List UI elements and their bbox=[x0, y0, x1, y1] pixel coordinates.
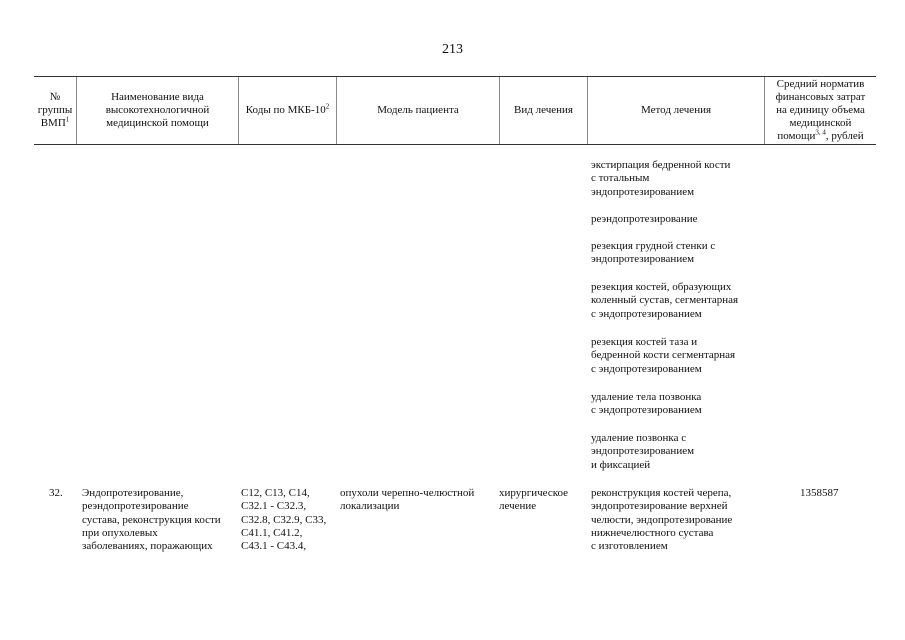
header-avg-cost-text: Средний норматив финансовых затрат на единицу объема медицинской помощи bbox=[775, 78, 866, 142]
header-group-number bbox=[34, 77, 76, 144]
method-item: реэндопротезирование bbox=[591, 213, 698, 225]
footnote-mark: 1 bbox=[65, 115, 70, 124]
header-group-number-text: № группы ВМП bbox=[37, 91, 73, 129]
header-icd-codes bbox=[238, 77, 336, 144]
row-icd-codes: C12, C13, C14, C32.1 - C32.3, C32.8, C32.9, C33, C41.1, C41.2, C43.1 - C43.4, bbox=[241, 487, 327, 553]
method-item: резекция грудной стенки с эндопротезированием bbox=[591, 240, 716, 266]
header-avg-cost bbox=[764, 77, 876, 144]
header-bottom-border bbox=[34, 144, 876, 145]
page-number: 213 bbox=[442, 42, 463, 57]
header-treatment-type: Вид лечения bbox=[499, 77, 587, 144]
header-icd-codes-text: Коды по МКБ-10 bbox=[245, 104, 326, 116]
header-vmp-name: Наименование вида высокотехнологичной медицинской помощи bbox=[76, 77, 238, 144]
method-item: экстирпация бедренной кости с тотальным эндопротезированием bbox=[591, 159, 731, 198]
row-avg-cost: 1358587 bbox=[800, 487, 839, 499]
row-patient-model: опухоли черепно-челюстной локализации bbox=[340, 487, 475, 513]
method-item: удаление позвонка с эндопротезированием и фиксацией bbox=[591, 432, 695, 471]
method-item: резекция костей таза и бедренной кости сегментарная с эндопротезированием bbox=[591, 336, 736, 375]
row-vmp-name: Эндопротезирование, реэндопротезирование сустава, реконструкция кости при опухолевых заболеваниях, поражающих bbox=[82, 487, 221, 553]
footnote-mark: 3, 4 bbox=[815, 128, 826, 137]
header-treatment-method: Метод лечения bbox=[587, 77, 764, 144]
method-item: резекция костей, образующих коленный сустав, сегментарная с эндопротезированием bbox=[591, 281, 739, 320]
row-treatment-type: хирургическое лечение bbox=[499, 487, 569, 513]
row-treatment-method: реконструкция костей черепа, эндопротезирование верхней челюсти, эндопротезирование нижнечелюстного сустава с изготовлением bbox=[591, 487, 733, 553]
header-avg-cost-unit: , рублей bbox=[825, 130, 864, 142]
method-item: удаление тела позвонка с эндопротезированием bbox=[591, 391, 702, 417]
header-patient-model: Модель пациента bbox=[336, 77, 499, 144]
row-number: 32. bbox=[49, 487, 63, 499]
footnote-mark: 2 bbox=[325, 102, 330, 111]
